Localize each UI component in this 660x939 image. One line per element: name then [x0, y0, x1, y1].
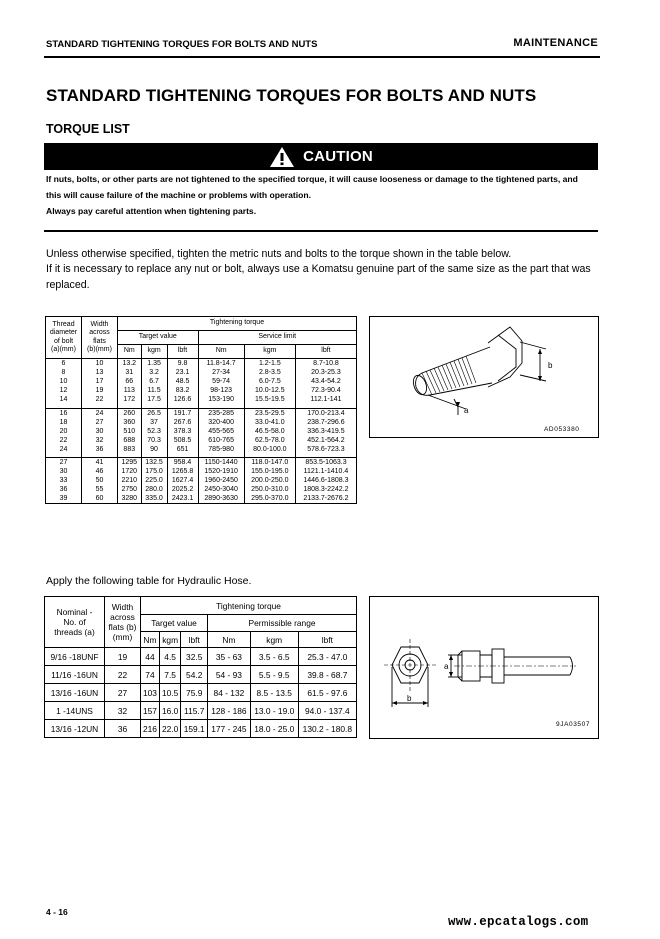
table-cell: 1627.4: [167, 476, 198, 485]
table-cell: 30: [46, 467, 82, 476]
target-header: Target value: [118, 331, 199, 345]
target-header: Target value: [141, 615, 208, 632]
table-cell: 2890-3630: [198, 494, 244, 504]
table-cell: 30: [82, 427, 118, 436]
table-cell: 46.5-58.0: [244, 427, 295, 436]
bolt-torque-table: [45, 316, 357, 504]
table-row: [46, 494, 357, 504]
torque-header: Tightening torque: [118, 317, 357, 331]
table-cell: 36: [82, 445, 118, 454]
table-row: [46, 418, 357, 427]
table-cell: 7.5: [159, 666, 180, 684]
table-row: [46, 458, 357, 468]
table-cell: 6.7: [141, 377, 167, 386]
table-cell: 2423.1: [167, 494, 198, 504]
table-cell: 50: [82, 476, 118, 485]
caution-rule: [44, 230, 598, 232]
table-cell: 32: [105, 702, 141, 720]
table-cell: 23.5-29.5: [244, 408, 295, 418]
table-cell: 2450-3040: [198, 485, 244, 494]
table-cell: 175.0: [141, 467, 167, 476]
table-cell: 94.0 - 137.4: [298, 702, 356, 720]
table-cell: 55: [82, 485, 118, 494]
table-row: [45, 684, 357, 702]
table-cell: 10.0-12.5: [244, 386, 295, 395]
table-cell: 24: [46, 445, 82, 454]
table-cell: 17: [82, 377, 118, 386]
table-cell: 6: [46, 359, 82, 369]
table-cell: 113: [118, 386, 142, 395]
table-cell: 13: [82, 368, 118, 377]
table-cell: 25.3 - 47.0: [298, 648, 356, 666]
unit-header: lbft: [167, 345, 198, 359]
table-row: [46, 368, 357, 377]
table-cell: 66: [118, 377, 142, 386]
table-cell: 267.6: [167, 418, 198, 427]
table-cell: 37: [141, 418, 167, 427]
table-cell: 14: [46, 395, 82, 404]
table-cell: 13.0 - 19.0: [250, 702, 298, 720]
table-cell: 54 - 93: [208, 666, 251, 684]
table-cell: 1265.8: [167, 467, 198, 476]
table-cell: 172: [118, 395, 142, 404]
table-cell: 32.5: [181, 648, 208, 666]
table-cell: 452.1-564.2: [295, 436, 356, 445]
table-cell: 8: [46, 368, 82, 377]
range-header: Permissible range: [208, 615, 357, 632]
table-cell: 153-190: [198, 395, 244, 404]
unit-header: kgm: [250, 632, 298, 648]
table-cell: 61.5 - 97.6: [298, 684, 356, 702]
table-cell: 22: [46, 436, 82, 445]
header-section: MAINTENANCE: [513, 37, 598, 49]
caution-line: If nuts, bolts, or other parts are not tightened to the specified torque, it will cause looseness or damage to the tightened parts, and: [46, 174, 578, 184]
table-cell: 11.5: [141, 386, 167, 395]
table-cell: 1.2-1.5: [244, 359, 295, 369]
table-cell: 19: [82, 386, 118, 395]
table-cell: 27-34: [198, 368, 244, 377]
table-cell: 22: [105, 666, 141, 684]
figure-code: AD053380: [544, 426, 580, 433]
table-cell: 9.8: [167, 359, 198, 369]
table-row: [46, 377, 357, 386]
table-cell: 26.5: [141, 408, 167, 418]
table-cell: 11.8-14.7: [198, 359, 244, 369]
warning-triangle-icon: [269, 146, 295, 168]
unit-header: kgm: [159, 632, 180, 648]
table-cell: 1446.6-1808.3: [295, 476, 356, 485]
table-cell: 10.5: [159, 684, 180, 702]
table-cell: 455-565: [198, 427, 244, 436]
caution-label: CAUTION: [303, 148, 373, 165]
table-cell: 48.5: [167, 377, 198, 386]
table-cell: 98-123: [198, 386, 244, 395]
table-cell: 1295: [118, 458, 142, 468]
table-cell: 90: [141, 445, 167, 454]
table-cell: 24: [82, 408, 118, 418]
table-cell: 3.5 - 6.5: [250, 648, 298, 666]
table-cell: 16.0: [159, 702, 180, 720]
table-row: [46, 445, 357, 454]
hydraulic-intro: Apply the following table for Hydraulic Hose.: [46, 575, 252, 587]
col-width-header: Width across flats (b)(mm): [82, 317, 118, 359]
table-cell: 80.0-100.0: [244, 445, 295, 454]
watermark: www.epcatalogs.com: [448, 915, 589, 929]
table-cell: 13/16 -16UN: [45, 684, 105, 702]
table-cell: 260: [118, 408, 142, 418]
table-row: [46, 386, 357, 395]
dim-a-label: a: [444, 662, 449, 671]
table-cell: 853.5-1063.3: [295, 458, 356, 468]
hose-fitting-diagram: [369, 596, 599, 739]
unit-header: kgm: [244, 345, 295, 359]
unit-header: kgm: [141, 345, 167, 359]
table-cell: 320-400: [198, 418, 244, 427]
table-cell: 16: [46, 408, 82, 418]
unit-header: Nm: [141, 632, 160, 648]
table-cell: 72.3-90.4: [295, 386, 356, 395]
table-cell: 8.5 - 13.5: [250, 684, 298, 702]
table-cell: 126.6: [167, 395, 198, 404]
service-header: Service limit: [198, 331, 356, 345]
table-cell: 35 - 63: [208, 648, 251, 666]
table-cell: 83.2: [167, 386, 198, 395]
table-cell: 2210: [118, 476, 142, 485]
table-cell: 3280: [118, 494, 142, 504]
figure-code: 9JA03507: [556, 721, 591, 728]
table-cell: 610-765: [198, 436, 244, 445]
table-row: [46, 485, 357, 494]
table-cell: 84 - 132: [208, 684, 251, 702]
table-cell: 159.1: [181, 720, 208, 738]
table-row: [46, 408, 357, 418]
table-row: [45, 666, 357, 684]
table-cell: 378.3: [167, 427, 198, 436]
table-cell: 19: [105, 648, 141, 666]
table-cell: 10: [82, 359, 118, 369]
caution-banner: [44, 143, 598, 170]
table-cell: 336.3-419.5: [295, 427, 356, 436]
table-cell: 280.0: [141, 485, 167, 494]
table-cell: 32: [82, 436, 118, 445]
caution-line: Always pay careful attention when tightening parts.: [46, 205, 257, 216]
unit-header: lbft: [298, 632, 356, 648]
table-row: [46, 467, 357, 476]
page-title: STANDARD TIGHTENING TORQUES FOR BOLTS AND NUTS: [46, 86, 537, 105]
table-row: [45, 702, 357, 720]
table-cell: 235-285: [198, 408, 244, 418]
table-cell: 112.1-141: [295, 395, 356, 404]
bolt-diagram: [369, 316, 599, 438]
table-cell: 177 - 245: [208, 720, 251, 738]
table-cell: 2.8-3.5: [244, 368, 295, 377]
table-cell: 578.6-723.3: [295, 445, 356, 454]
unit-header: Nm: [118, 345, 142, 359]
table-cell: 22.0: [159, 720, 180, 738]
table-cell: 43.4-54.2: [295, 377, 356, 386]
table-cell: 74: [141, 666, 160, 684]
table-cell: 785-980: [198, 445, 244, 454]
table-cell: 2025.2: [167, 485, 198, 494]
table-cell: 1121.1-1410.4: [295, 467, 356, 476]
table-cell: 1150-1440: [198, 458, 244, 468]
table-cell: 883: [118, 445, 142, 454]
table-cell: 2750: [118, 485, 142, 494]
table-row: [46, 476, 357, 485]
hose-fitting-illustration: [370, 597, 598, 738]
table-cell: 44: [141, 648, 160, 666]
table-cell: 27: [82, 418, 118, 427]
table-cell: 103: [141, 684, 160, 702]
table-cell: 15.5-19.5: [244, 395, 295, 404]
table-cell: 59-74: [198, 377, 244, 386]
table-cell: 688: [118, 436, 142, 445]
dim-b-label: b: [548, 361, 553, 370]
table-cell: 295.0-370.0: [244, 494, 295, 504]
table-cell: 39.8 - 68.7: [298, 666, 356, 684]
dim-b-label: b: [407, 694, 412, 703]
table-cell: 118.0-147.0: [244, 458, 295, 468]
table-cell: 510: [118, 427, 142, 436]
table-cell: 225.0: [141, 476, 167, 485]
unit-header: lbft: [295, 345, 356, 359]
table-cell: 958.4: [167, 458, 198, 468]
table-cell: 27: [105, 684, 141, 702]
section-subtitle: TORQUE LIST: [46, 122, 130, 136]
table-cell: 155.0-195.0: [244, 467, 295, 476]
hose-torque-table: [44, 596, 357, 738]
table-cell: 3.2: [141, 368, 167, 377]
table-cell: 157: [141, 702, 160, 720]
table-row: [45, 720, 357, 738]
table-cell: 10: [46, 377, 82, 386]
unit-header: Nm: [208, 632, 251, 648]
table-cell: 52.3: [141, 427, 167, 436]
table-cell: 1808.3-2242.2: [295, 485, 356, 494]
table-cell: 1520-1910: [198, 467, 244, 476]
dim-a-label: a: [464, 406, 469, 415]
table-cell: 9/16 -18UNF: [45, 648, 105, 666]
table-cell: 33: [46, 476, 82, 485]
header-rule: [44, 56, 600, 58]
table-cell: 6.0-7.5: [244, 377, 295, 386]
table-cell: 335.0: [141, 494, 167, 504]
table-cell: 70.3: [141, 436, 167, 445]
bolt-illustration: [370, 317, 598, 437]
table-cell: 23.1: [167, 368, 198, 377]
intro-line: If it is necessary to replace any nut or bolt, always use a Komatsu genuine part of the same size as the part that was replaced.: [46, 263, 591, 291]
table-cell: 250.0-310.0: [244, 485, 295, 494]
intro-text: [46, 247, 606, 293]
table-row: [46, 427, 357, 436]
caution-message: [46, 172, 600, 219]
table-cell: 36: [105, 720, 141, 738]
table-cell: 360: [118, 418, 142, 427]
table-row: [46, 359, 357, 369]
table-cell: 128 - 186: [208, 702, 251, 720]
table-cell: 36: [46, 485, 82, 494]
table-cell: 651: [167, 445, 198, 454]
table-cell: 4.5: [159, 648, 180, 666]
unit-header: lbft: [181, 632, 208, 648]
table-cell: 170.0-213.4: [295, 408, 356, 418]
table-cell: 115.7: [181, 702, 208, 720]
table-cell: 41: [82, 458, 118, 468]
table-cell: 13.2: [118, 359, 142, 369]
table-cell: 31: [118, 368, 142, 377]
table-cell: 27: [46, 458, 82, 468]
col-nominal-header: Nominal - No. of threads (a): [45, 597, 105, 648]
table-cell: 11/16 -16UN: [45, 666, 105, 684]
table-cell: 8.7-10.8: [295, 359, 356, 369]
table-cell: 46: [82, 467, 118, 476]
table-cell: 5.5 - 9.5: [250, 666, 298, 684]
table-cell: 238.7-296.6: [295, 418, 356, 427]
table-cell: 75.9: [181, 684, 208, 702]
table-cell: 1720: [118, 467, 142, 476]
table-cell: 54.2: [181, 666, 208, 684]
unit-header: Nm: [198, 345, 244, 359]
table-cell: 12: [46, 386, 82, 395]
table-cell: 39: [46, 494, 82, 504]
table-row: [46, 436, 357, 445]
table-cell: 200.0-250.0: [244, 476, 295, 485]
table-cell: 130.2 - 180.8: [298, 720, 356, 738]
page-number: 4 - 16: [46, 907, 68, 917]
table-cell: 132.5: [141, 458, 167, 468]
table-cell: 33.0-41.0: [244, 418, 295, 427]
table-cell: 18.0 - 25.0: [250, 720, 298, 738]
table-cell: 216: [141, 720, 160, 738]
table-row: [45, 648, 357, 666]
table-row: [46, 395, 357, 404]
intro-line: Unless otherwise specified, tighten the metric nuts and bolts to the torque shown in the table below.: [46, 248, 512, 260]
caution-line: this will cause failure of the machine or problems with operation.: [46, 189, 312, 200]
table-cell: 22: [82, 395, 118, 404]
torque-header: Tightening torque: [141, 597, 357, 615]
col-thread-header: Thread diameter of bolt (a)(mm): [46, 317, 82, 359]
table-cell: 2133.7-2676.2: [295, 494, 356, 504]
table-cell: 508.5: [167, 436, 198, 445]
table-cell: 60: [82, 494, 118, 504]
header-title: STANDARD TIGHTENING TORQUES FOR BOLTS AND NUTS: [46, 39, 318, 50]
table-cell: 20: [46, 427, 82, 436]
table-cell: 1.35: [141, 359, 167, 369]
table-cell: 17.5: [141, 395, 167, 404]
table-cell: 20.3-25.3: [295, 368, 356, 377]
table-cell: 191.7: [167, 408, 198, 418]
table-cell: 13/16 -12UN: [45, 720, 105, 738]
table-cell: 18: [46, 418, 82, 427]
table-cell: 62.5-78.0: [244, 436, 295, 445]
table-cell: 1 -14UNS: [45, 702, 105, 720]
col-width-header: Width across flats (b) (mm): [105, 597, 141, 648]
table-cell: 1960-2450: [198, 476, 244, 485]
